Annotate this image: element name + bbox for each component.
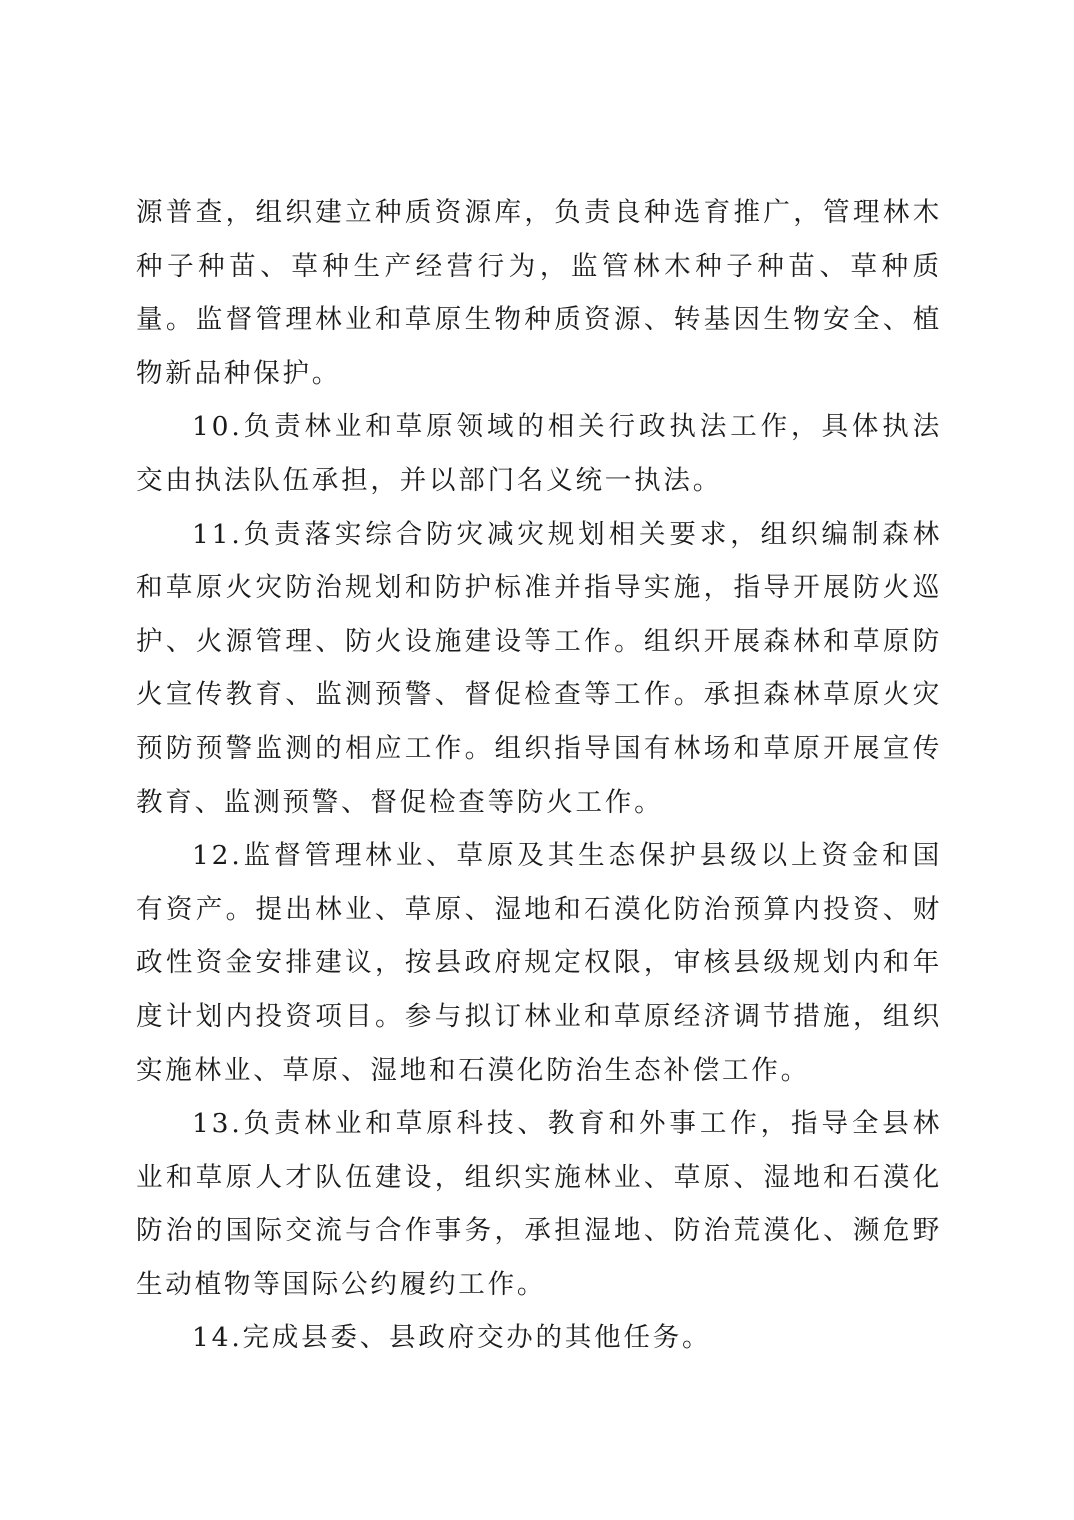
paragraph-item-10: 10.负责林业和草原领域的相关行政执法工作，具体执法交由执法队伍承担，并以部门名义统一执法。	[136, 411, 942, 496]
paragraph-item-13: 13.负责林业和草原科技、教育和外事工作，指导全县林业和草原人才队伍建设，组织实施林业、草原、湿地和石漠化防治的国际交流与合作事务，承担湿地、防治荒漠化、濒危野生动植物等国际公约履约工作。	[136, 1108, 942, 1300]
paragraph-item-11: 11.负责落实综合防灾减灾规划相关要求，组织编制森林和草原火灾防治规划和防护标准并指导实施，指导开展防火巡护、火源管理、防火设施建设等工作。组织开展森林和草原防火宣传教育、监测预警、督促检查等工作。承担森林草原火灾预防预警监测的相应工作。组织指导国有林场和草原开展宣传教育、监测预警、督促检查等防火工作。	[136, 518, 942, 818]
paragraph-item-14: 14.完成县委、县政府交办的其他任务。	[192, 1322, 712, 1354]
document-body	[136, 186, 942, 1365]
paragraph-item-12: 12.监督管理林业、草原及其生态保护县级以上资金和国有资产。提出林业、草原、湿地和石漠化防治预算内投资、财政性资金安排建议，按县政府规定权限，审核县级规划内和年度计划内投资项目。参与拟订林业和草原经济调节措施，组织实施林业、草原、湿地和石漠化防治生态补偿工作。	[136, 840, 942, 1086]
paragraph-continuation: 源普查，组织建立种质资源库，负责良种选育推广，管理林木种子种苗、草种生产经营行为，监管林木种子种苗、草种质量。监督管理林业和草原生物种质资源、转基因生物安全、植物新品种保护。	[136, 197, 942, 389]
